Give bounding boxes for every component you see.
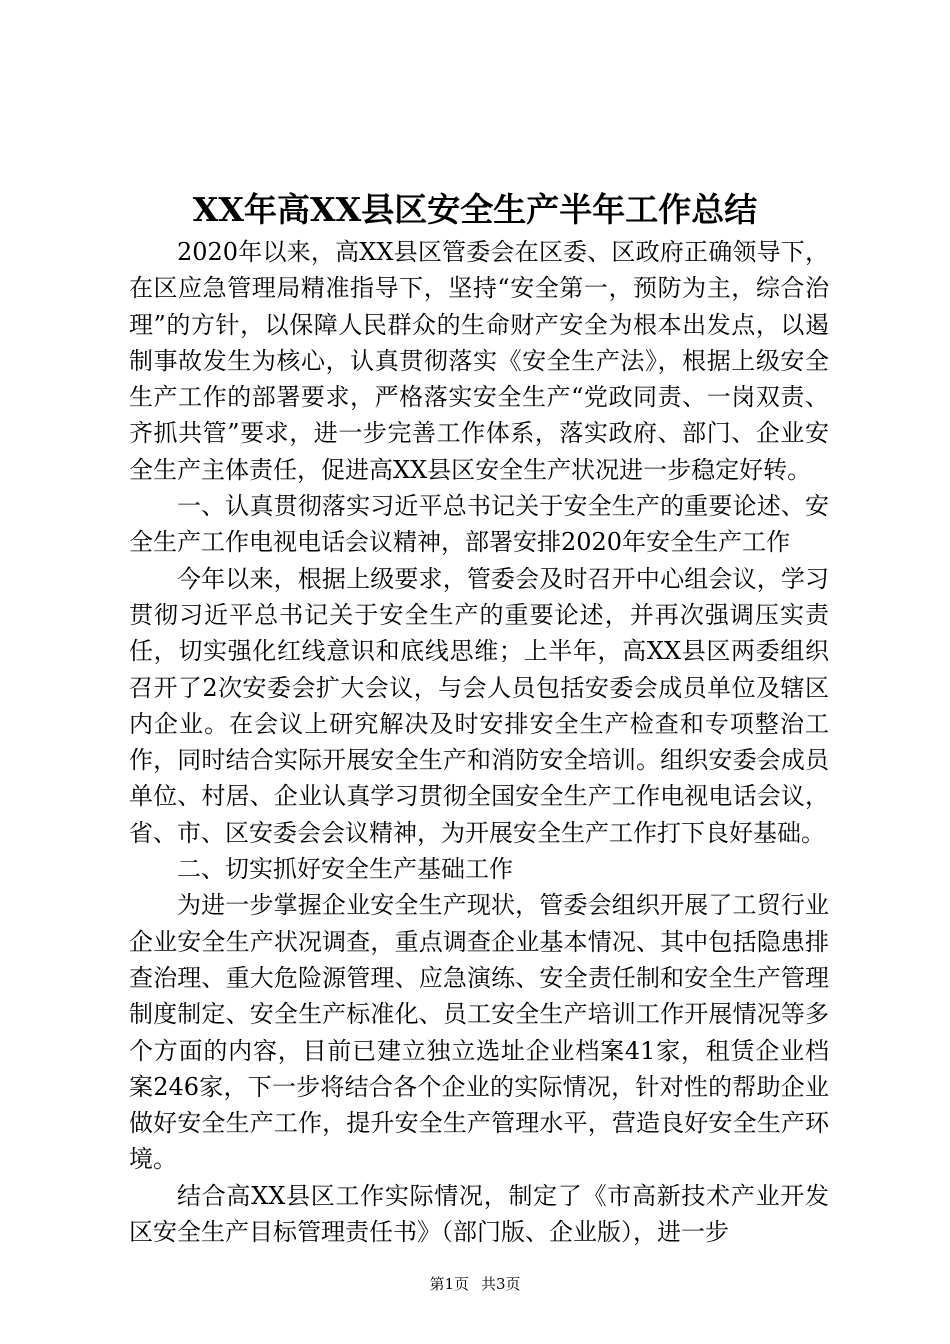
- paragraph-section-1: 今年以来，根据上级要求，管委会及时召开中心组会议，学习贯彻习近平总书记关于安全生产的重要论述，并再次强调压实责任，切实强化红线意识和底线思维；上半年，高XX县区两委组织召开了2次安委会扩大会议，与会人员包括安委会成员单位及辖区内企业。在会议上研究解决及时安排安全生产检查和专项整治工作，同时结合实际开展安全生产和消防安全培训。组织安委会成员单位、村居、企业认真学习贯彻全国安全生产工作电视电话会议，省、市、区安委会会议精神，为开展安全生产工作打下良好基础。: [129, 564, 829, 847]
- document-title: XX年高XX县区安全生产半年工作总结: [192, 190, 758, 229]
- document-body: [129, 234, 829, 1250]
- paragraph-section-2-continued: 结合高XX县区工作实际情况，制定了《市高新技术产业开发区安全生产目标管理责任书》（部门版、企业版），进一步: [129, 1181, 829, 1247]
- page-footer: [0, 1272, 950, 1296]
- section-heading-1: 一、认真贯彻落实习近平总书记关于安全生产的重要论述、安全生产工作电视电话会议精神，部署安排2020年安全生产工作: [129, 492, 829, 557]
- paragraph-section-2: 为进一步掌握企业安全生产现状，管委会组织开展了工贸行业企业安全生产状况调查，重点调查企业基本情况、其中包括隐患排查治理、重大危险源管理、应急演练、安全责任制和安全生产管理制度制定、安全生产标准化、员工安全生产培训工作开展情况等多个方面的内容，目前已建立独立选址企业档案41家，租赁企业档案246家，下一步将结合各个企业的实际情况，针对性的帮助企业做好安全生产工作，提升安全生产管理水平，营造良好安全生产环境。: [129, 891, 829, 1174]
- page-number: 第1页: [429, 1275, 469, 1293]
- section-heading-2: 二、切实抓好安全生产基础工作: [177, 855, 513, 884]
- paragraph-intro: 2020年以来，高XX县区管委会在区委、区政府正确领导下，在区应急管理局精准指导下，坚持“安全第一，预防为主，综合治理”的方针，以保障人民群众的生命财产安全为根本出发点，以遏制事故发生为核心，认真贯彻落实《安全生产法》，根据上级安全生产工作的部署要求，严格落实安全生产“党政同责、一岗双责、齐抓共管”要求，进一步完善工作体系，落实政府、部门、企业安全生产主体责任，促进高XX县区安全生产状况进一步稳定好转。: [129, 238, 829, 484]
- page-total: 共3页: [481, 1275, 521, 1293]
